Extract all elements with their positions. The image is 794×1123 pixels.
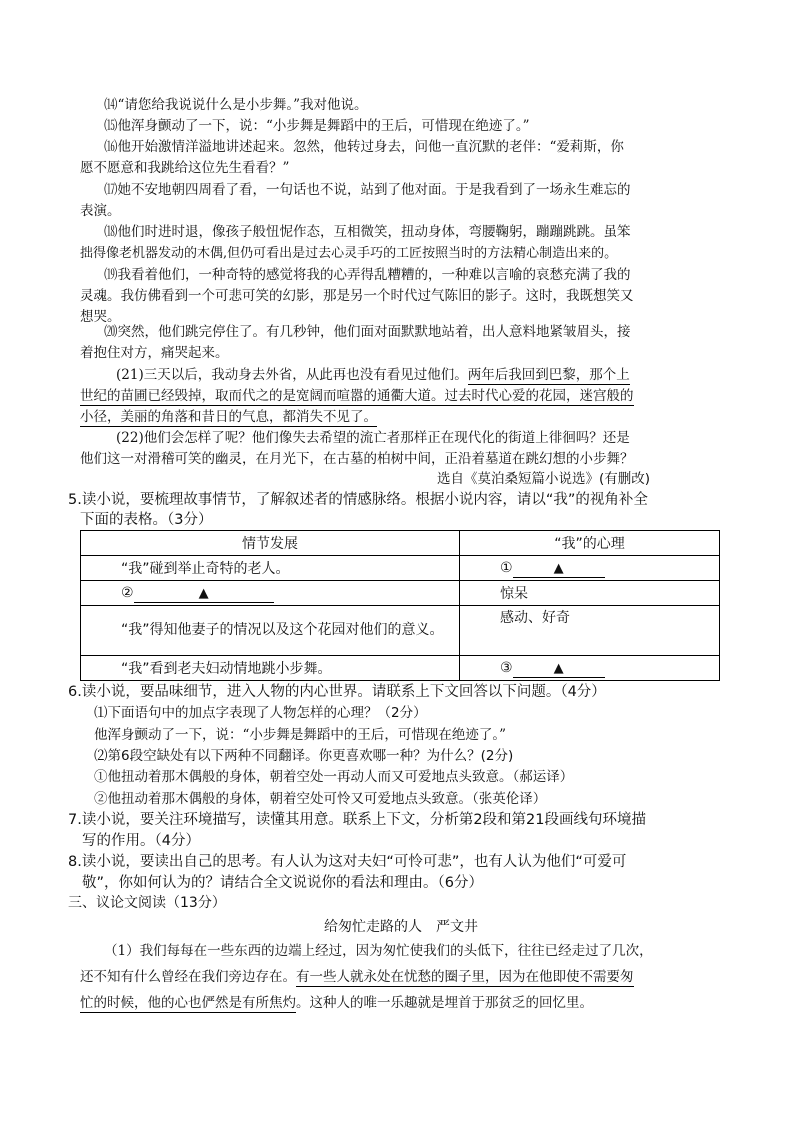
plot-cell: “我”碰到举止奇特的老人。 [81, 556, 460, 581]
header-mind: “我”的心理 [460, 531, 720, 556]
question-8-cont: 敬”，你如何认为的？请结合全文说说你的看法和理由。（6分） [82, 875, 483, 891]
paragraph-21-cont [80, 386, 634, 407]
table-row [81, 606, 720, 656]
article-paragraph-1: （1）我们每每在一些东西的边端上经过，因为匆忙使我们的头低下，往往已经走过了几次， [104, 943, 653, 959]
question-7: 7.读小说，要关注环境描写，读懂其用意。联系上下文，分析第2段和第21段画线句环境描 [68, 812, 647, 828]
blank-number: ① [500, 559, 513, 576]
plot-cell: “我”看到老夫妇动情地跳小步舞。 [81, 656, 460, 681]
header-plot: 情节发展 [81, 531, 460, 556]
question-5: 5.读小说，要梳理故事情节，了解叙述者的情感脉络。根据小说内容，请以“我”的视角补全 [68, 492, 648, 508]
underlined-sentence-21: 两年后我回到巴黎，那个上 [467, 367, 630, 383]
table-row [81, 556, 720, 581]
plot-mind-table [80, 530, 720, 681]
paragraph-19-cont: 灵魂。我仿佛看到一个可悲可笑的幻影，那是另一个时代过气陈旧的影子。这时，我既想笑又 [80, 288, 634, 304]
article-title: 给匆忙走路的人 严文井 [324, 919, 478, 935]
table-header-row [81, 531, 720, 556]
paragraph-22: (22)他们会怎样了呢？他们像失去希望的流亡者那样正在现代化的街道上徘徊吗？还是 [116, 430, 630, 446]
paragraph-18-cont: 拙得像老机器发动的木偶,但仍可看出是过去心灵手巧的工匠按照当时的方法精心制造出来的。 [80, 246, 618, 261]
paragraph-16-cont: 愿不愿意和我跳给这位先生看看？” [80, 160, 290, 176]
question-6-sub1: ⑴下面语句中的加点字表现了人物怎样的心理？（2分） [94, 705, 427, 721]
question-7-cont: 写的作用。（4分） [82, 833, 200, 849]
section-heading: 三、议论文阅读（13分） [68, 895, 226, 911]
mind-cell: 惊呆 [460, 581, 720, 606]
article-text: 还不知有什么曾经在我们旁边存在。 [80, 969, 296, 985]
table-row [81, 581, 720, 606]
triangle-marker: ▲ [553, 660, 564, 676]
question-6: 6.读小说，要品味细节，进入人物的内心世界。请联系上下文回答以下问题。（4分） [68, 684, 606, 700]
mind-cell [460, 656, 720, 681]
paragraph-19: ⒆我看着他们，一种奇特的感觉将我的心弄得乱糟糟的，一种难以言喻的哀愁充满了我的 [104, 267, 631, 283]
question-5-cont: 下面的表格。（3分） [80, 512, 213, 528]
paragraph-17: ⒄她不安地朝四周看了看，一句话也不说，站到了他对面。于是我看到了一场永生难忘的 [104, 182, 631, 198]
paragraph-20: ⒇突然，他们跳完停住了。有几秒钟，他们面对面默默地站着，出人意料地紧皱眉头，接 [104, 324, 631, 340]
paragraph-19-cont2: 想哭。 [80, 309, 121, 325]
answer-blank[interactable] [134, 584, 274, 603]
paragraph-14: ⒁“请您给我说说什么是小步舞。”我对他说。 [104, 97, 368, 113]
paragraph-21-cont2 [80, 407, 377, 428]
paragraph-21-text: (21)三天以后，我动身去外省，从此再也没有看见过他们。 [116, 367, 468, 383]
paragraph-18: ⒅他们时进时退，像孩子般忸怩作态，互相微笑，扭动身体，弯腰鞠躬，蹦蹦跳跳。虽笨 [104, 224, 631, 240]
paragraph-17-cont: 表演。 [80, 203, 121, 219]
translation-option-2: ②他扭动着那木偶般的身体，朝着空处可怜又可爱地点头致意。（张英伦译） [94, 791, 547, 807]
table-row [81, 656, 720, 681]
article-paragraph-1-cont [80, 967, 634, 988]
paragraph-15: ⒂他浑身颤动了一下，说：“小步舞是舞蹈中的王后，可惜现在绝迹了。” [104, 118, 530, 134]
underlined-sentence-21-cont: 世纪的苗圃已经毁掉，取而代之的是宽阔而喧嚣的通衢大道。过去时代心爱的花园，迷宫般的 [80, 388, 634, 404]
article-paragraph-1-cont2 [80, 993, 593, 1014]
underlined-sentence-cont: 忙的时候，他的心也俨然是有所焦灼 [80, 995, 296, 1011]
triangle-marker: ▲ [198, 585, 209, 601]
underlined-sentence: 有一些人就永处在忧愁的圈子里，因为在他即使不需要匆 [296, 969, 634, 985]
plot-cell: “我”得知他妻子的情况以及这个花园对他们的意义。 [81, 606, 460, 656]
source-note: 选自《莫泊桑短篇小说选》(有删改) [437, 471, 651, 487]
blank-number: ③ [500, 659, 513, 676]
paragraph-20-cont: 着抱住对方，痛哭起来。 [80, 345, 229, 361]
translation-option-1: ①他扭动着那木偶般的身体，朝着空处一再动人而又可爱地点头致意。（郝运译） [94, 769, 574, 785]
paragraph-21 [116, 365, 630, 386]
question-6-sub2: ⑵第6段空缺处有以下两种不同翻译。你更喜欢哪一种？为什么？(2分) [94, 748, 514, 764]
answer-blank[interactable] [513, 659, 605, 678]
article-text: 。这种人的唯一乐趣就是埋首于那贫乏的回忆里。 [296, 995, 593, 1011]
paragraph-16: ⒃他开始激情洋溢地讲述起来。忽然，他转过身去，问他一直沉默的老伴：“爱莉斯，你 [104, 139, 624, 155]
paragraph-22-cont: 他们这一对滑稽可笑的幽灵，在月光下，在古墓的柏树中间，正沿着墓道在跳幻想的小步舞？ [80, 451, 634, 467]
mind-cell [460, 556, 720, 581]
plot-cell [81, 581, 460, 606]
mind-cell: 感动、好奇 [460, 606, 720, 656]
answer-blank[interactable] [513, 559, 605, 578]
triangle-marker: ▲ [553, 560, 564, 576]
question-6-quote: 他浑身颤动了一下，说：“小步舞是舞蹈中的王后，可惜现在绝迹了。” [94, 727, 507, 743]
question-8: 8.读小说，要读出自己的思考。有人认为这对夫妇“可怜可悲”，也有人认为他们“可爱可 [68, 854, 627, 870]
blank-number: ② [121, 584, 134, 601]
underlined-sentence-21-end: 小径，美丽的角落和昔日的气息，都消失不见了。 [80, 409, 377, 425]
